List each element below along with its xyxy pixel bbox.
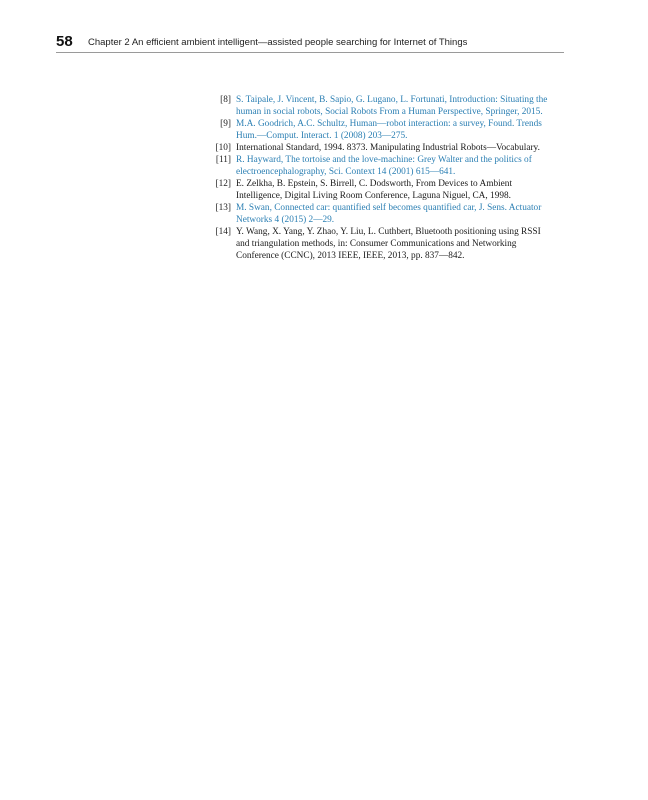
reference-item <box>205 118 555 142</box>
reference-label: [13] <box>215 203 231 213</box>
reference-item <box>205 94 555 118</box>
reference-text: E. Zelkha, B. Epstein, S. Birrell, C. Dodsworth, From Devices to Ambient Intelligence, Digital Living Room Conference, Laguna Niguel, CA, 1998. <box>236 179 513 201</box>
reference-label: [14] <box>215 227 231 237</box>
reference-item <box>205 154 555 178</box>
reference-label: [8] <box>220 95 231 105</box>
reference-link[interactable]: R. Hayward, The tortoise and the love-machine: Grey Walter and the politics of electroencephalography, Sci. Context 14 (2001) 615—641. <box>236 155 532 177</box>
running-head: Chapter 2 An efficient ambient intelligent—assisted people searching for Internet of Things <box>88 37 468 48</box>
reference-item <box>205 202 555 226</box>
reference-link[interactable]: M.A. Goodrich, A.C. Schultz, Human—robot interaction: a survey, Found. Trends Hum.—Comput. Interact. 1 (2008) 203—275. <box>236 119 542 141</box>
page-header <box>56 32 564 53</box>
reference-link[interactable]: S. Taipale, J. Vincent, B. Sapio, G. Lugano, L. Fortunati, Introduction: Situating the human in social robots, Social Robots From a Human Perspective, Springer, 2015. <box>236 95 548 117</box>
page-number: 58 <box>56 33 73 50</box>
reference-text: International Standard, 1994. 8373. Manipulating Industrial Robots—Vocabulary. <box>236 143 540 153</box>
reference-item <box>205 142 555 154</box>
reference-list <box>205 94 555 262</box>
reference-label: [9] <box>220 119 231 129</box>
reference-label: [11] <box>215 155 231 165</box>
reference-item <box>205 178 555 202</box>
reference-item <box>205 226 555 262</box>
reference-link[interactable]: M. Swan, Connected car: quantified self becomes quantified car, J. Sens. Actuator Networks 4 (2015) 2—29. <box>236 203 542 225</box>
reference-label: [12] <box>215 179 231 189</box>
reference-label: [10] <box>215 143 231 153</box>
reference-text: Y. Wang, X. Yang, Y. Zhao, Y. Liu, L. Cuthbert, Bluetooth positioning using RSSI and triangulation methods, in: Consumer Communications and Networking Conference (CCNC), 2013 IEEE, IEEE, 2013, pp. 837—842. <box>236 227 541 261</box>
